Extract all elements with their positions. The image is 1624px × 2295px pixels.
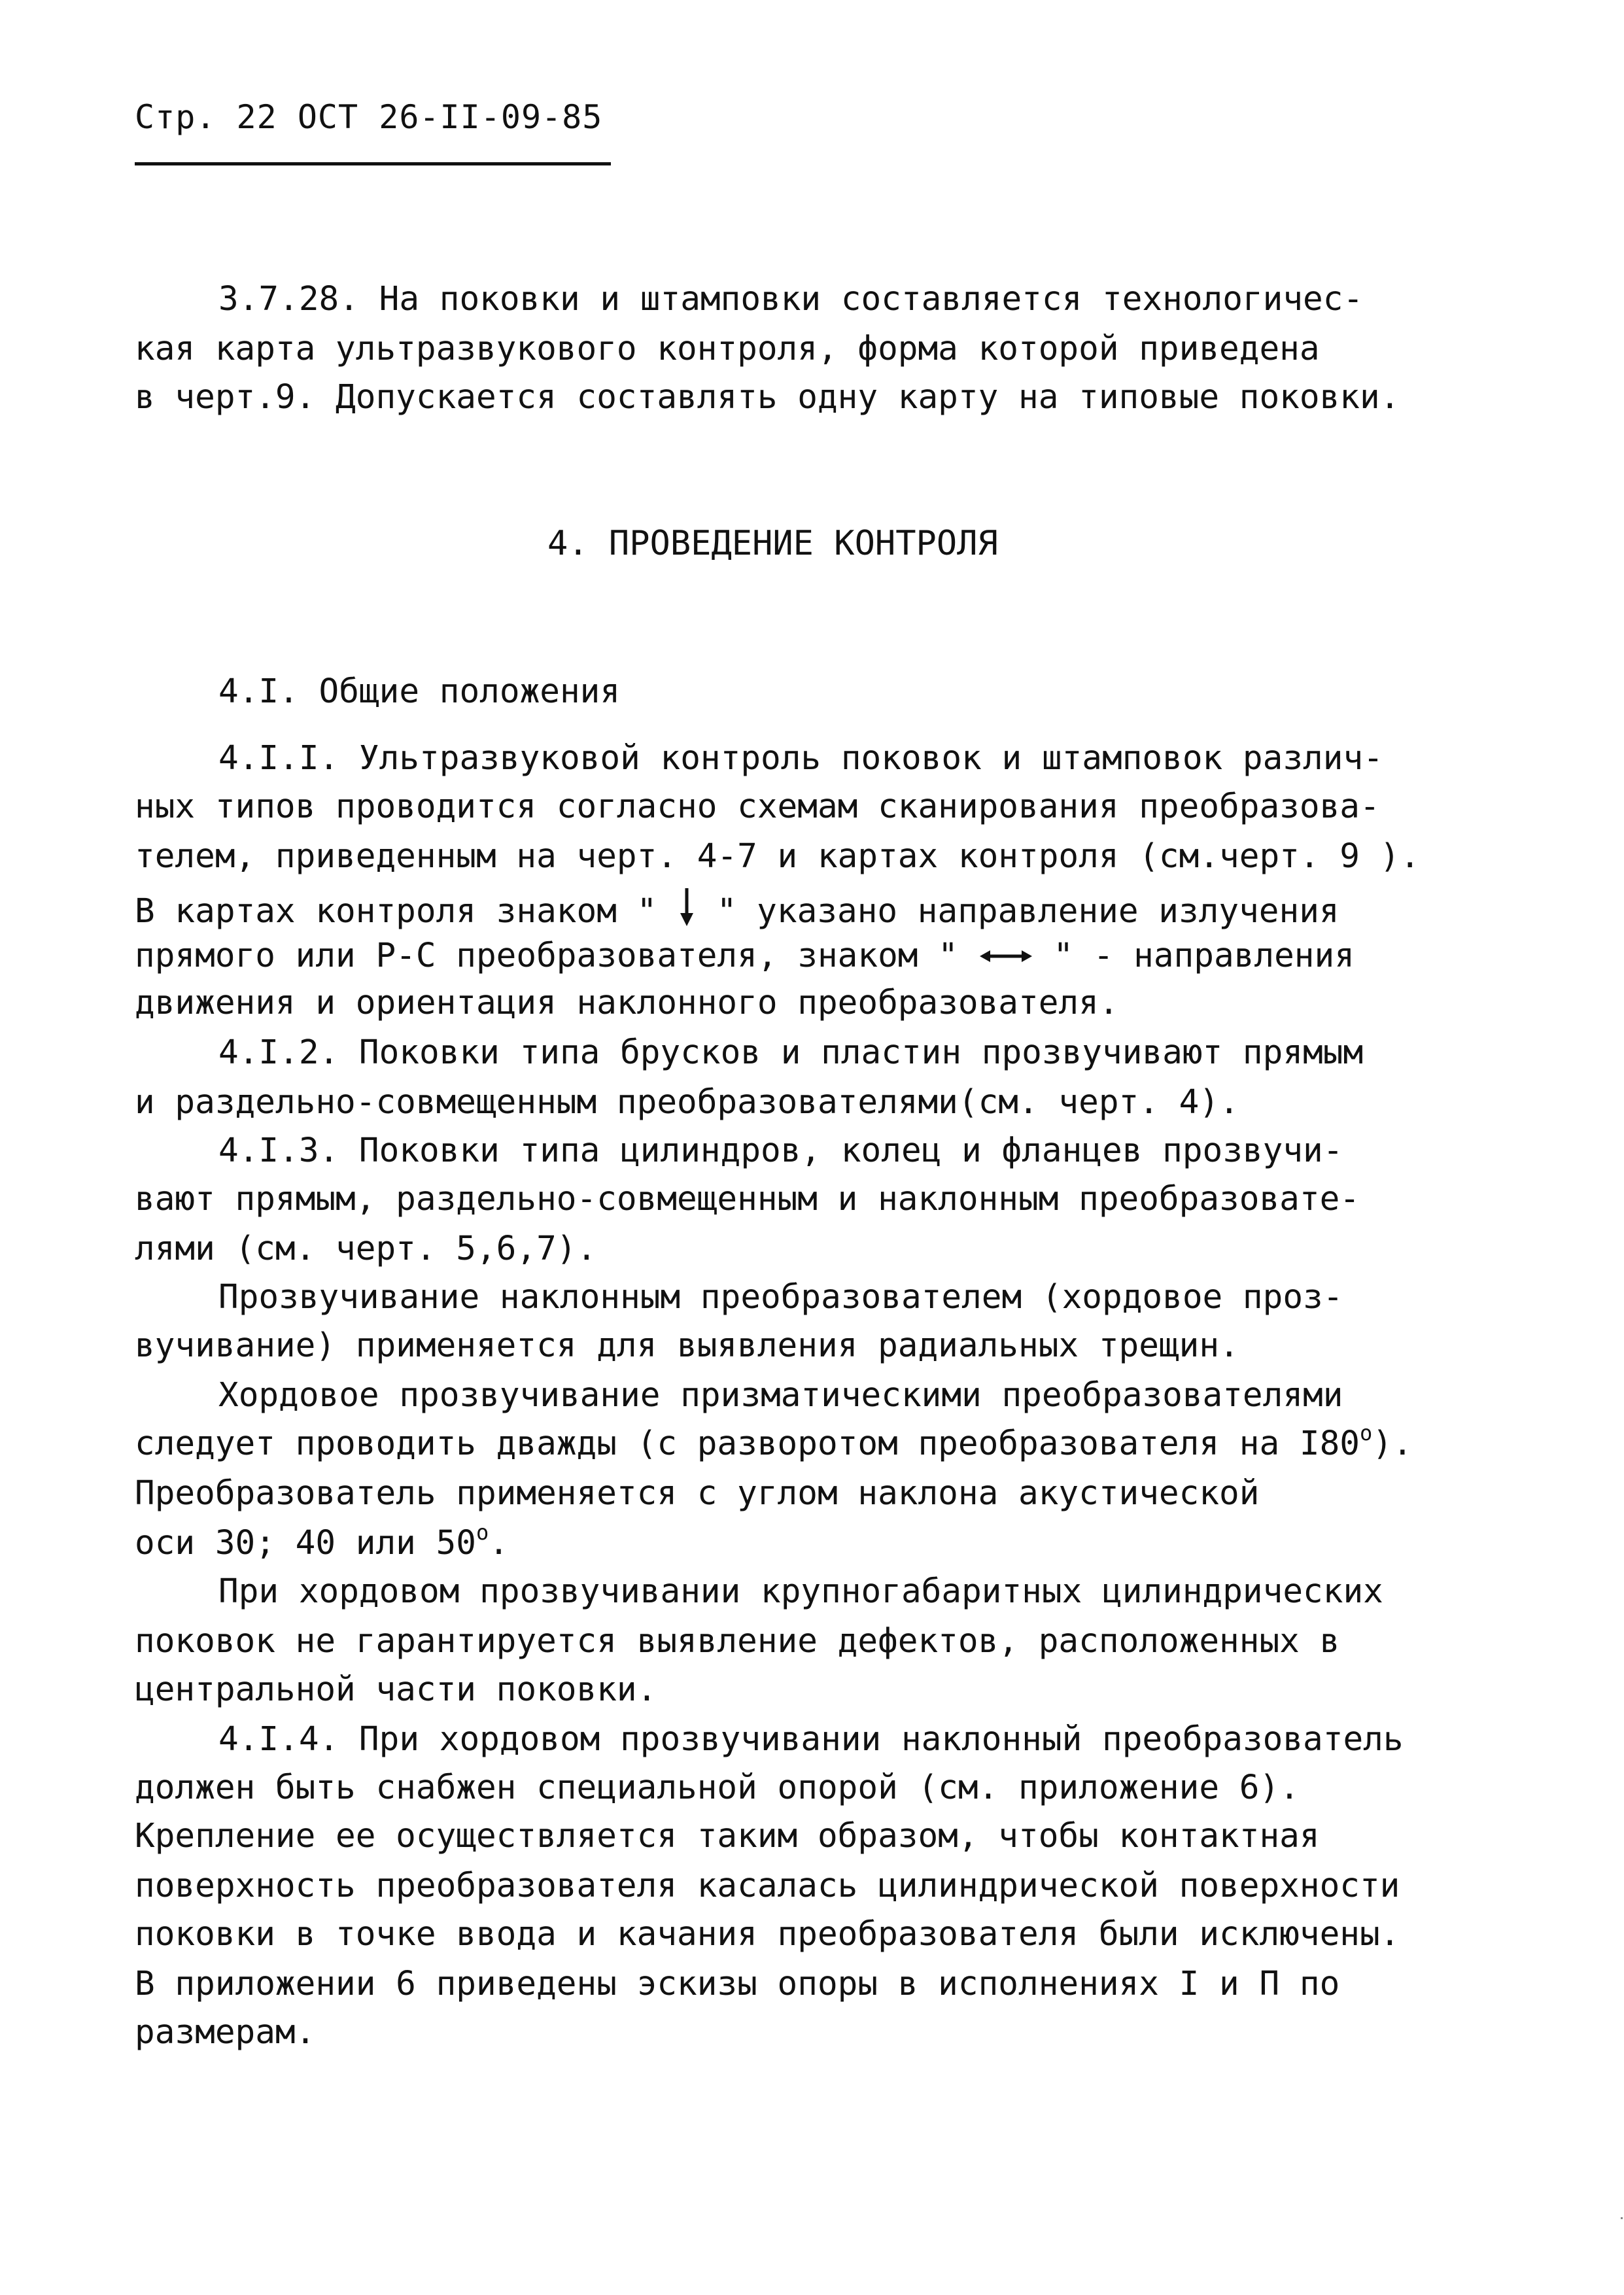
degree-superscript: о: [1359, 1421, 1373, 1445]
text-segment: В картах контроля знаком ": [135, 892, 657, 931]
text-line: Крепление ее осуществляется таким образом, чтобы контактная: [135, 1817, 1320, 1855]
text-line: движения и ориентация наклонного преобразователя.: [135, 984, 1119, 1022]
text-line-with-superscript: [135, 1421, 1413, 1463]
text-line-with-superscript: [135, 1520, 509, 1562]
text-line-with-symbol: [135, 888, 1339, 933]
text-line: размерам.: [135, 2013, 316, 2052]
text-segment: .: [489, 1524, 509, 1562]
text-line: ных типов проводится согласно схемам сканирования преобразова-: [135, 787, 1380, 826]
text-line: поковок не гарантируется выявление дефектов, расположенных в: [135, 1622, 1340, 1661]
text-line: должен быть снабжен специальной опорой (см. приложение 6).: [135, 1769, 1300, 1807]
arrow-down-icon: [677, 888, 697, 933]
section-heading: 4. ПРОВЕДЕНИЕ КОНТРОЛЯ: [547, 524, 998, 563]
text-line: вают прямым, раздельно-совмещенным и наклонным преобразовате-: [135, 1180, 1360, 1218]
subsection-heading: 4.I. Общие положения: [218, 672, 621, 711]
text-line: 4.I.I. Ультразвуковой контроль поковок и штамповок различ-: [218, 739, 1383, 778]
text-segment: ).: [1372, 1424, 1413, 1463]
page-header: Стр. 22 ОСТ 26-II-09-85: [135, 98, 603, 136]
text-line: 4.I.3. Поковки типа цилиндров, колец и фланцев прозвучи-: [218, 1131, 1343, 1170]
text-line: поверхность преобразователя касалась цилиндрической поверхности: [135, 1867, 1400, 1905]
text-line: лями (см. черт. 5,6,7).: [135, 1230, 597, 1268]
text-segment: прямого или Р-С преобразователя, знаком ": [135, 937, 958, 975]
header-underline: [135, 162, 611, 165]
text-segment: оси 30; 40 или 50: [135, 1524, 476, 1562]
degree-superscript: о: [475, 1520, 489, 1545]
text-line: При хордовом прозвучивании крупногабаритных цилиндрических: [218, 1572, 1383, 1611]
text-line: телем, приведенным на черт. 4-7 и картах контроля (см.черт. 9 ).: [135, 837, 1421, 876]
text-line: поковки в точке ввода и качания преобразователя были исключены.: [135, 1915, 1400, 1954]
text-line: 3.7.28. На поковки и штамповки составляется технологичес-: [218, 280, 1364, 319]
text-line: вучивание) применяется для выявления радиальных трещин.: [135, 1326, 1239, 1365]
text-line: и раздельно-совмещенным преобразователями(см. черт. 4).: [135, 1083, 1239, 1122]
scan-artifact: [1621, 2217, 1623, 2219]
text-segment: " указано направление излучения: [716, 892, 1339, 931]
text-line: в черт.9. Допускается составлять одну карту на типовые поковки.: [135, 378, 1400, 417]
text-line: Преобразователь применяется с углом наклона акустической: [135, 1474, 1260, 1513]
text-line: 4.I.2. Поковки типа брусков и пластин прозвучивают прямым: [218, 1033, 1364, 1072]
text-line: 4.I.4. При хордовом прозвучивании наклонный преобразователь: [218, 1720, 1404, 1759]
text-line: Хордовое прозвучивание призматическими преобразователями: [218, 1376, 1343, 1415]
double-arrow-icon: [978, 937, 1033, 970]
text-line: кая карта ультразвукового контроля, форма которой приведена: [135, 330, 1320, 368]
text-segment: " - направления: [1053, 937, 1355, 975]
text-line: Прозвучивание наклонным преобразователем (хордовое проз-: [218, 1278, 1343, 1317]
text-line: В приложении 6 приведены эскизы опоры в исполнениях I и П по: [135, 1965, 1340, 2003]
text-line: центральной части поковки.: [135, 1670, 657, 1709]
text-line-with-symbol: [135, 937, 1355, 973]
text-segment: следует проводить дважды (с разворотом преобразователя на I80: [135, 1424, 1360, 1463]
